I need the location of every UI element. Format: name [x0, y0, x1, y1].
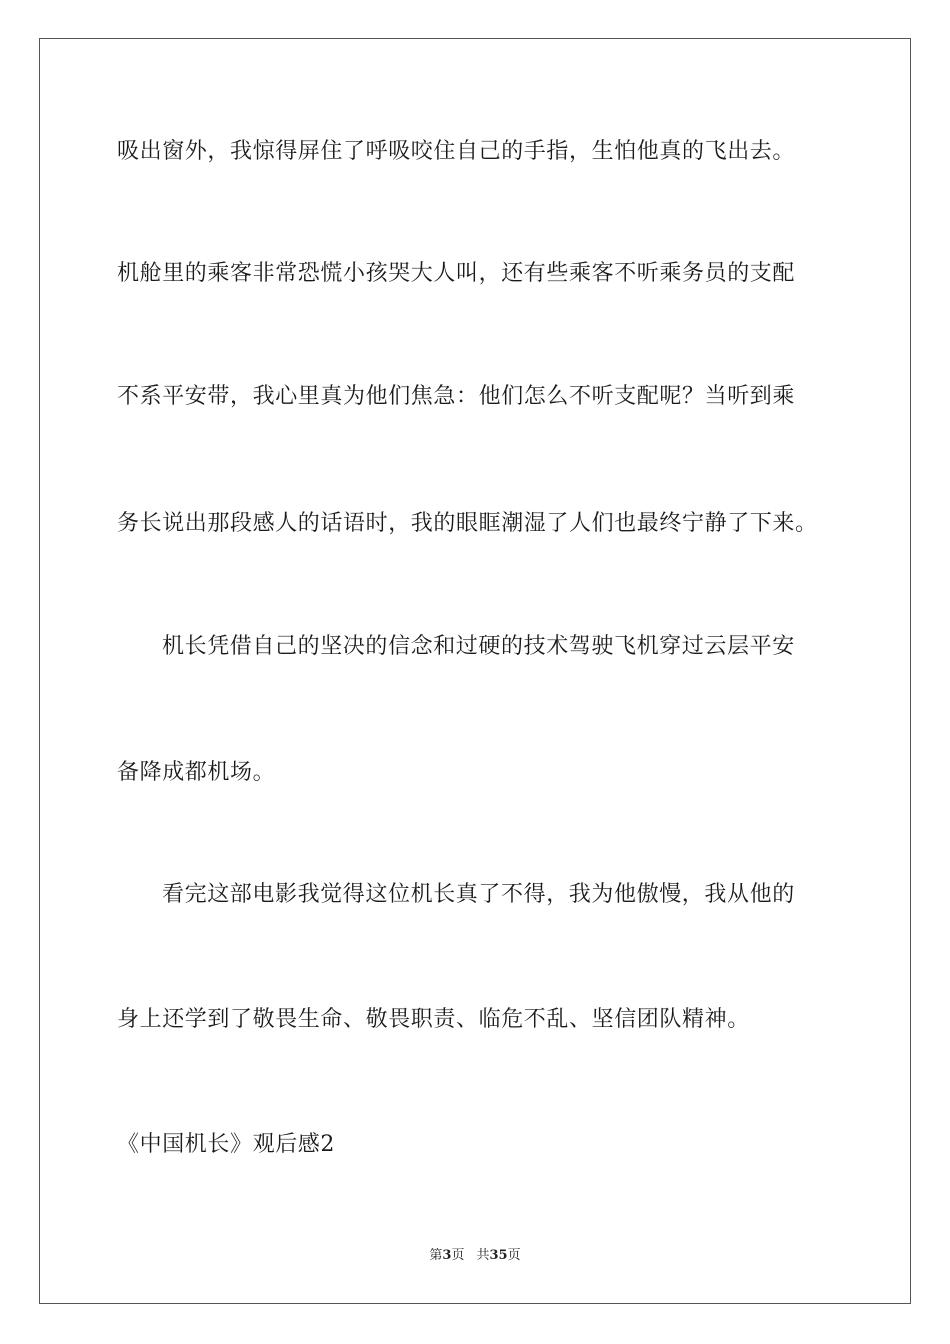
- page-prefix: 第: [429, 1248, 443, 1263]
- page-footer: [0, 1247, 950, 1265]
- page-suffix: 页: [451, 1248, 465, 1263]
- paragraph-line-3: 不系平安带，我心里真为他们焦急：他们怎么不听支配呢？当听到乘: [117, 384, 796, 409]
- total-prefix: 共: [476, 1248, 490, 1263]
- total-suffix: 页: [507, 1248, 521, 1263]
- paragraph-line-6: 备降成都机场。: [117, 760, 276, 785]
- paragraph-line-1: 吸出窗外，我惊得屏住了呼吸咬住自己的手指，生怕他真的飞出去。: [117, 139, 796, 164]
- paragraph-line-2: 机舱里的乘客非常恐慌小孩哭大人叫，还有些乘客不听乘务员的支配: [117, 261, 796, 286]
- section-heading: 《中国机长》观后感2: [117, 1132, 335, 1157]
- paragraph-line-5: 机长凭借自己的坚决的信念和过硬的技术驾驶飞机穿过云层平安: [162, 634, 795, 659]
- page-border: [39, 38, 911, 1304]
- paragraph-line-8: 身上还学到了敬畏生命、敬畏职责、临危不乱、坚信团队精神。: [117, 1007, 750, 1032]
- total-pages: 35: [489, 1248, 508, 1263]
- paragraph-line-4: 务长说出那段感人的话语时，我的眼眶潮湿了人们也最终宁静了下来。: [117, 511, 818, 536]
- paragraph-line-7: 看完这部电影我觉得这位机长真了不得，我为他傲慢，我从他的: [162, 882, 795, 907]
- page-number: 3: [442, 1248, 452, 1263]
